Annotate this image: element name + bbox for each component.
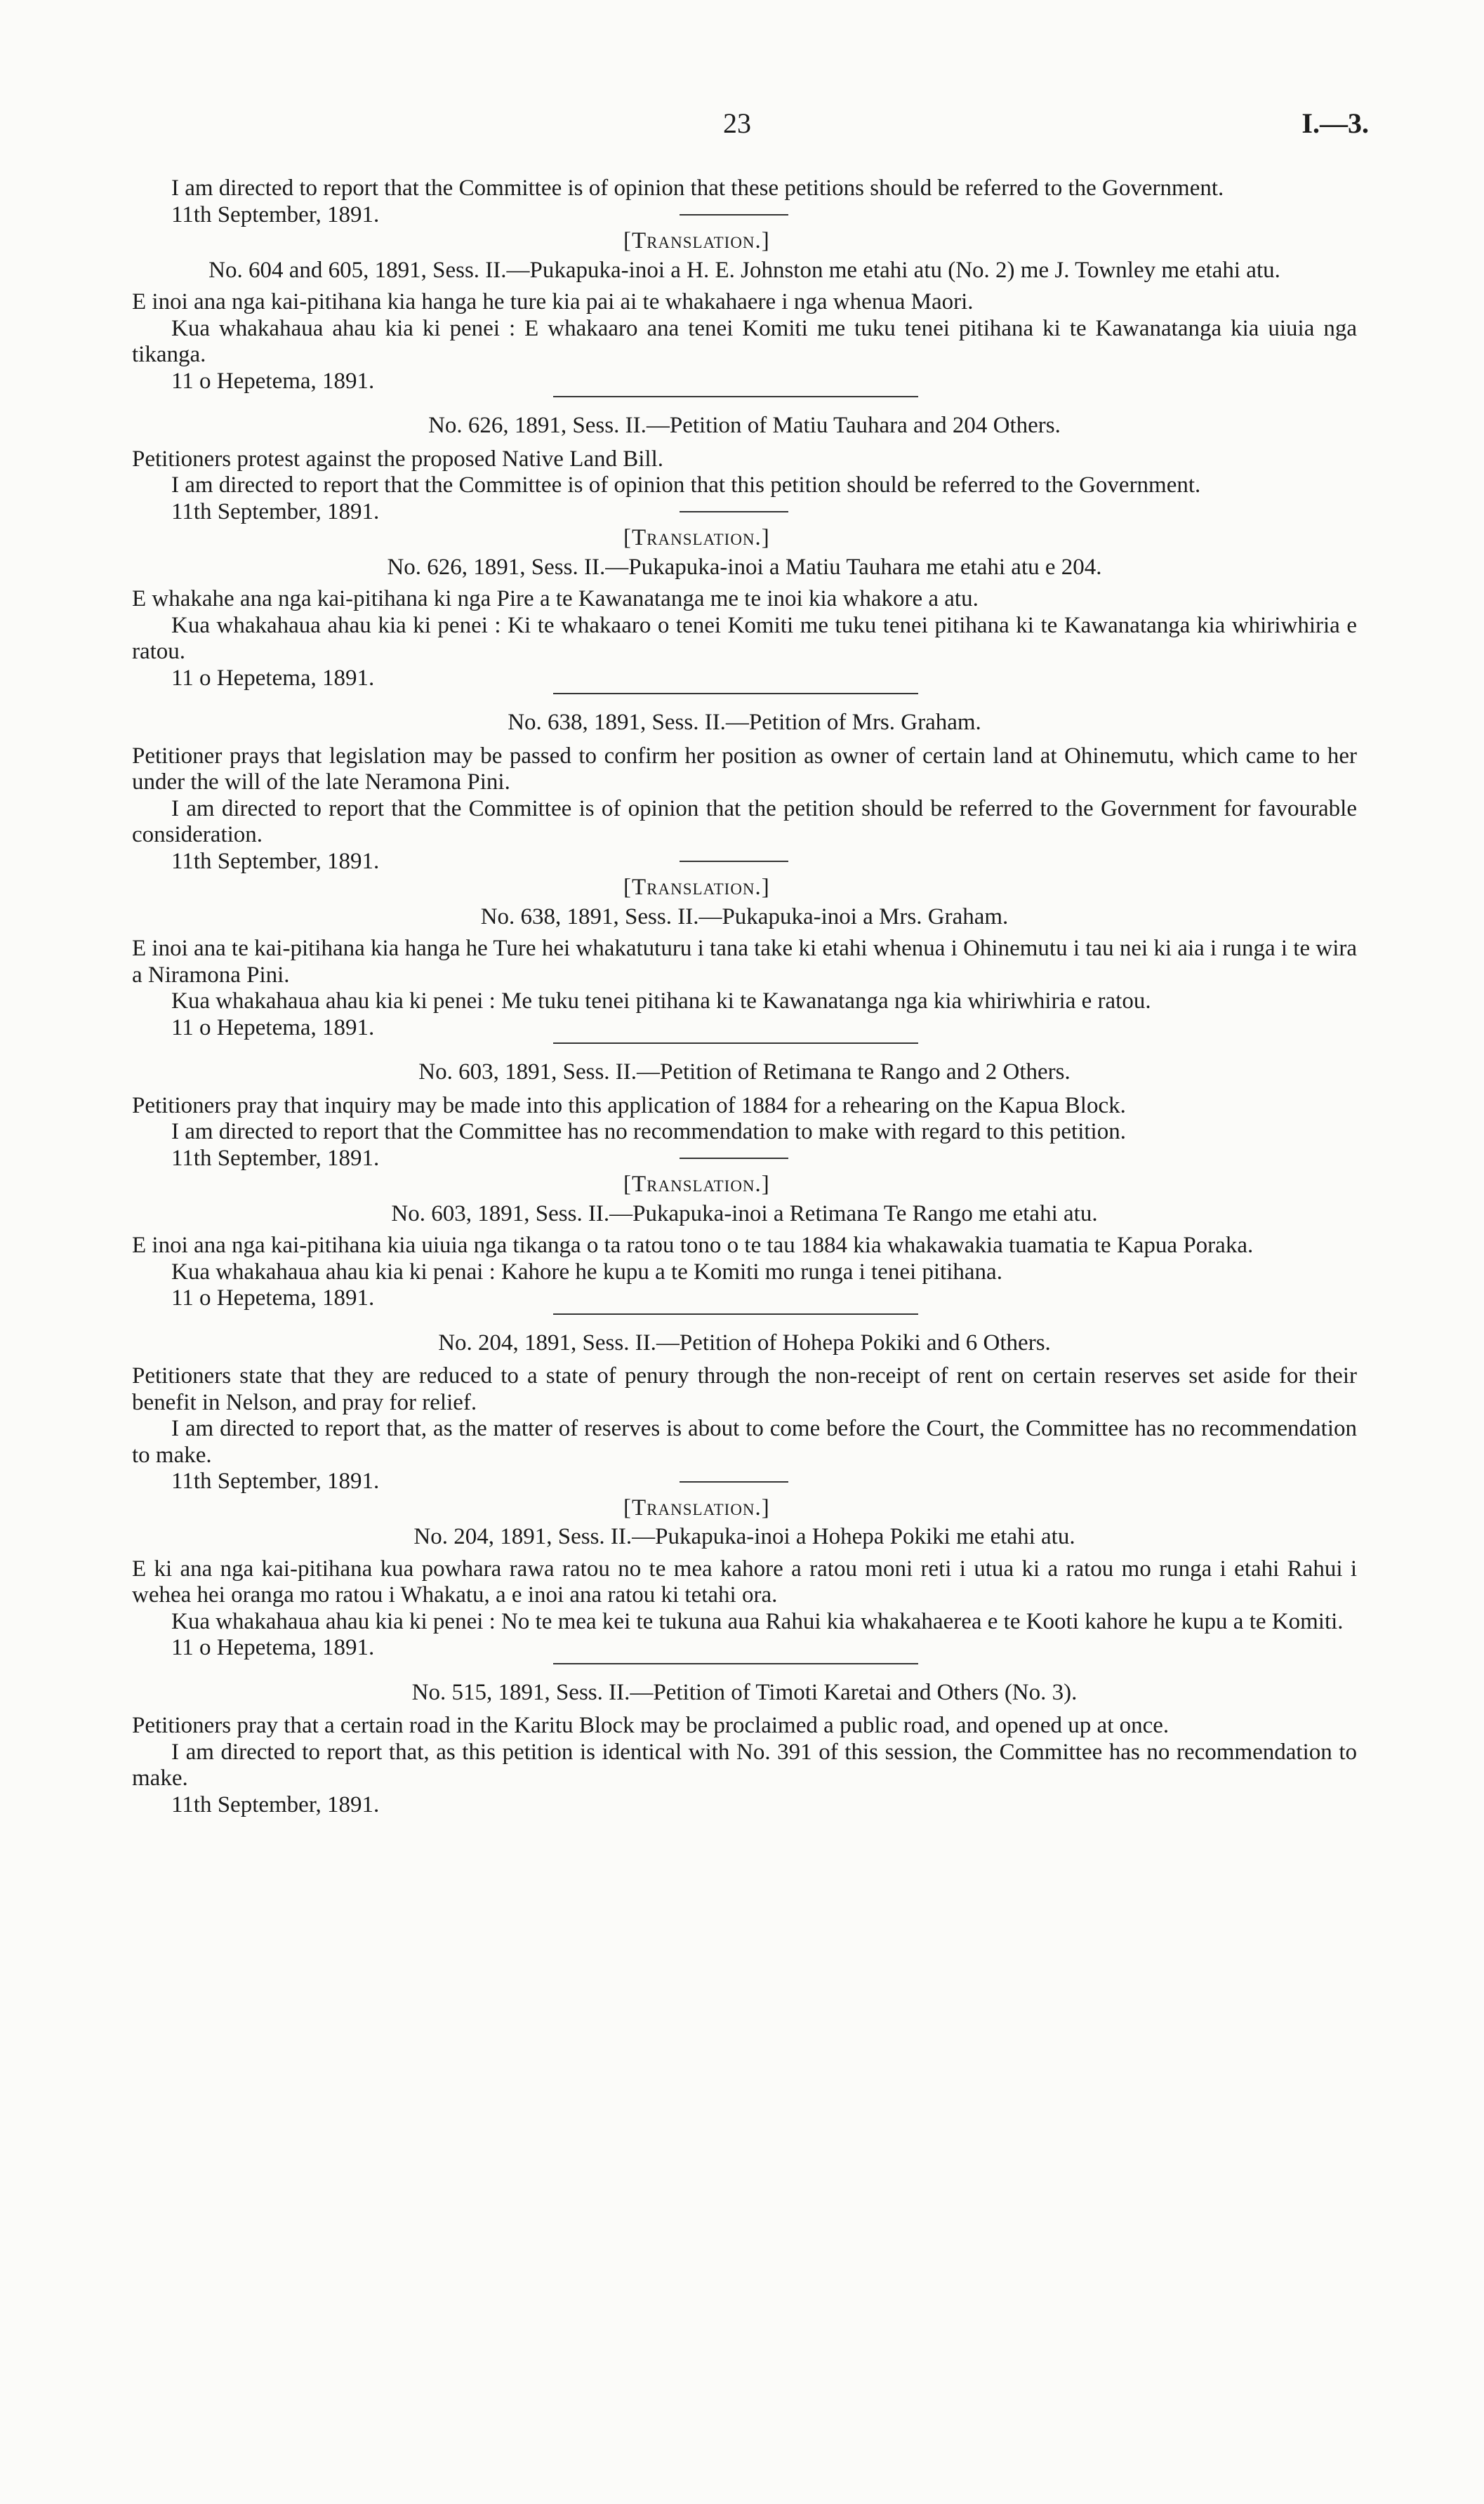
translation-paragraph: E ki ana nga kai-pitihana kua powhara rawa ratou no te mea kahore a ratou moni reti i utua ki a ratou mo runga i etahi Rahui i wehea hei oranga mo ratou i Whakatu, a e inoi ana ratou ki tetahi ora. — [132, 1556, 1357, 1608]
divider-long — [553, 396, 918, 397]
divider-short — [680, 511, 788, 525]
divider-short — [680, 1158, 788, 1172]
translation-paragraph: E inoi ana te kai-pitihana kia hanga he Ture hei whakatuturu i tana take ki etahi whenua i Ohinemutu i tau nei ki aia i runga i te wira a Niramona Pini. — [132, 936, 1357, 988]
translation-heading: No. 604 and 605, 1891, Sess. II.—Pukapuka-inoi a H. E. Johnston me etahi atu (No. 2) me J. Townley me etahi atu. — [208, 257, 1280, 283]
translation-date: 11 o Hepetema, 1891. — [171, 665, 375, 691]
report-date: 11th September, 1891. — [171, 1791, 380, 1817]
petition-summary: Petitioners pray that inquiry may be made into this application of 1884 for a rehearing on the Kapua Block. — [132, 1092, 1126, 1118]
translation-paragraph: Kua whakahaua ahau kia ki penei : Ki te whakaaro o tenei Komiti me tuku tenei pitihana ki te Kawanatanga kia whiriwhiria e ratou. — [132, 612, 1357, 664]
petition-summary: Petitioners protest against the proposed Native Land Bill. — [132, 446, 664, 472]
translation-date: 11 o Hepetema, 1891. — [171, 368, 375, 394]
petition-summary: Petitioners pray that a certain road in the Karitu Block may be proclaimed a public road, and opened up at once. — [132, 1713, 1170, 1738]
petition-section-204 — [132, 1330, 1357, 1664]
document-body — [132, 175, 1357, 1818]
report-paragraph: I am directed to report that the Committee has no recommendation to make with regard to this petition. — [171, 1119, 1126, 1144]
divider-short — [680, 861, 788, 875]
petition-summary: Petitioner prays that legislation may be passed to confirm her position as owner of certain land at Ohinemutu, which came to her under the will of the late Neramona Pini. — [132, 743, 1357, 795]
report-paragraph: I am directed to report that, as the matter of reserves is about to come before the Court, the Committee has no recommendation to make. — [132, 1416, 1357, 1468]
translation-date: 11 o Hepetema, 1891. — [171, 1014, 375, 1040]
translation-heading: No. 204, 1891, Sess. II.—Pukapuka-inoi a Hohepa Pokiki me etahi atu. — [413, 1524, 1075, 1549]
report-paragraph: I am directed to report that the Committee is of opinion that this petition should be referred to the Government. — [171, 472, 1201, 498]
divider-long — [553, 1042, 918, 1044]
translation-heading: No. 626, 1891, Sess. II.—Pukapuka-inoi a Matiu Tauhara me etahi atu e 204. — [387, 554, 1102, 580]
translation-paragraph: Kua whakahaua ahau kia ki penai : Kahore he kupu a te Komiti mo runga i tenei pitihana. — [171, 1259, 1002, 1285]
petition-heading: No. 204, 1891, Sess. II.—Petition of Hohepa Pokiki and 6 Others. — [438, 1330, 1051, 1356]
report-paragraph: I am directed to report that, as this petition is identical with No. 391 of this session, the Committee has no recommendation to make. — [132, 1739, 1357, 1791]
translation-paragraph: Kua whakahaua ahau kia ki penei : E whakaaro ana tenei Komiti me tuku tenei pitihana ki te Kawanatanga kia uiuia nga tikanga. — [132, 315, 1357, 367]
page-number: 23 — [723, 107, 751, 139]
petition-section-604-605 — [132, 175, 1357, 397]
translation-date: 11 o Hepetema, 1891. — [171, 1285, 375, 1311]
report-date: 11th September, 1891. — [171, 1469, 380, 1494]
translation-label: [Translation.] — [623, 1172, 770, 1197]
petition-heading: No. 515, 1891, Sess. II.—Petition of Timoti Karetai and Others (No. 3). — [411, 1679, 1078, 1705]
report-date: 11th September, 1891. — [171, 498, 380, 524]
petition-section-515 — [132, 1680, 1357, 1819]
report-date: 11th September, 1891. — [171, 1145, 380, 1171]
translation-label: [Translation.] — [623, 875, 770, 900]
translation-label: [Translation.] — [623, 228, 770, 253]
report-paragraph: I am directed to report that the Committee is of opinion that these petitions should be referred to the Government. — [171, 175, 1224, 201]
translation-paragraph: E inoi ana nga kai-pitihana kia uiuia nga tikanga o ta ratou tono o te tau 1884 kia whakawakia tuamatia te Kapua Poraka. — [132, 1233, 1254, 1258]
report-date: 11th September, 1891. — [171, 848, 380, 874]
divider-long — [553, 1663, 918, 1664]
document-reference: I.—3. — [1301, 107, 1369, 139]
translation-date: 11 o Hepetema, 1891. — [171, 1635, 375, 1660]
translation-heading: No. 638, 1891, Sess. II.—Pukapuka-inoi a Mrs. Graham. — [480, 903, 1009, 929]
translation-heading: No. 603, 1891, Sess. II.—Pukapuka-inoi a Retimana Te Rango me etahi atu. — [391, 1200, 1098, 1226]
translation-paragraph: Kua whakahaua ahau kia ki penei : No te mea kei te tukuna aua Rahui kia whakahaerea e te Kooti kahore he kupu a te Komiti. — [171, 1608, 1344, 1634]
report-date: 11th September, 1891. — [171, 201, 380, 227]
petition-summary: Petitioners state that they are reduced to a state of penury through the non-receipt of rent on certain reserves set aside for their benefit in Nelson, and pray for relief. — [132, 1363, 1357, 1415]
petition-section-638 — [132, 710, 1357, 1044]
divider-short — [680, 214, 788, 228]
translation-label: [Translation.] — [623, 525, 770, 550]
petition-heading: No. 626, 1891, Sess. II.—Petition of Matiu Tauhara and 204 Others. — [428, 413, 1061, 438]
translation-paragraph: Kua whakahaua ahau kia ki penei : Me tuku tenei pitihana ki te Kawanatanga nga kia whiriwhiria e ratou. — [171, 988, 1151, 1014]
petition-section-603 — [132, 1059, 1357, 1315]
petition-section-626 — [132, 413, 1357, 694]
report-paragraph: I am directed to report that the Committee is of opinion that the petition should be referred to the Government for favourable consideration. — [132, 795, 1357, 847]
petition-heading: No. 638, 1891, Sess. II.—Petition of Mrs. Graham. — [508, 710, 981, 735]
translation-label: [Translation.] — [623, 1495, 770, 1521]
translation-paragraph: E whakahe ana nga kai-pitihana ki nga Pire a te Kawanatanga me te inoi kia whakore a atu. — [132, 586, 979, 611]
divider-long — [553, 1313, 918, 1315]
petition-heading: No. 603, 1891, Sess. II.—Petition of Retimana te Rango and 2 Others. — [418, 1059, 1071, 1085]
divider-short — [680, 1481, 788, 1495]
divider-long — [553, 693, 918, 694]
translation-paragraph: E inoi ana nga kai-pitihana kia hanga he ture kia pai ai te whakahaere i nga whenua Maori. — [132, 289, 974, 314]
